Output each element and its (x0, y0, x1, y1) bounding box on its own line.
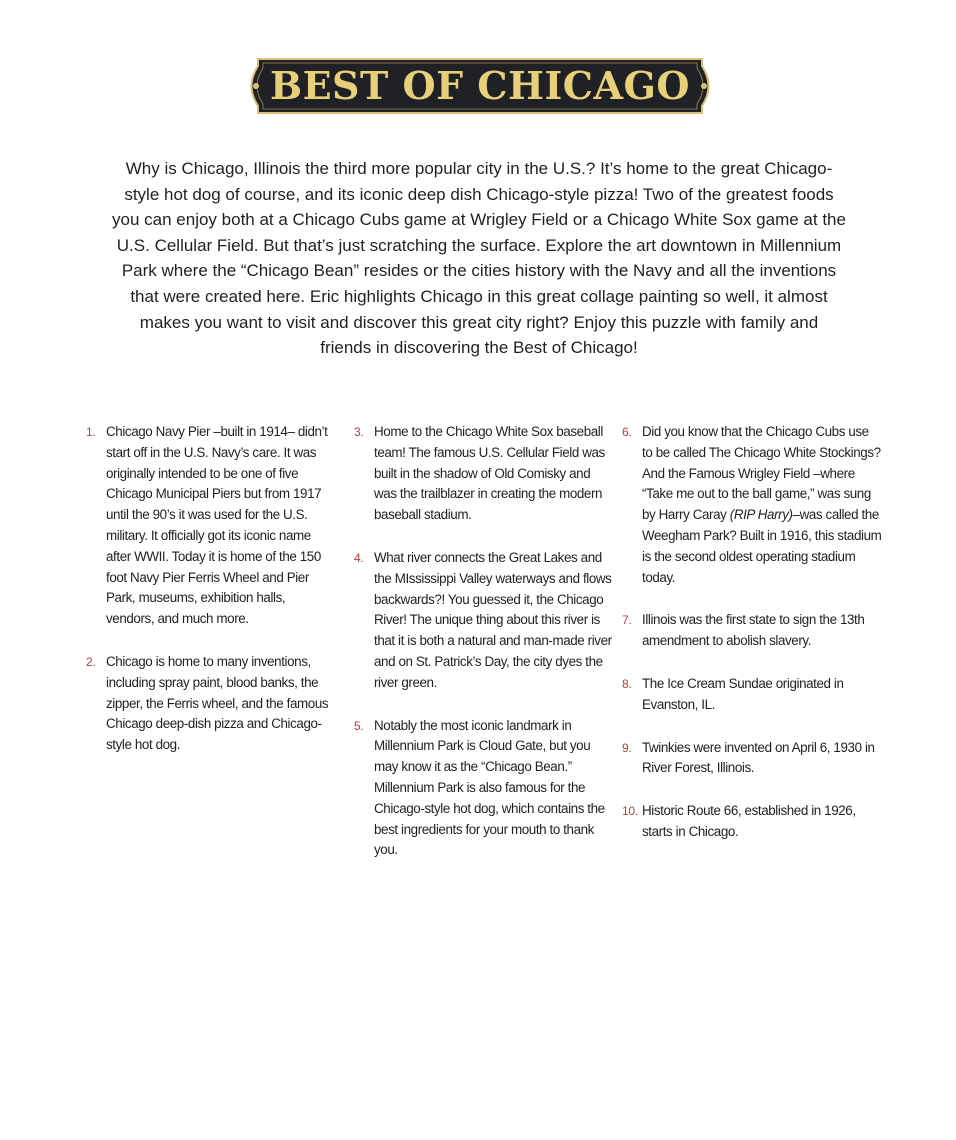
fact-text-part: Did you know that the Chicago Cubs use to be called The Chicago White Stockings? And the Famous Wrigley Field –where “Take me out to the ball game,” was sung by Harry Caray (642, 424, 881, 523)
fact-number: 2. (86, 654, 96, 669)
facts-column-2 (354, 422, 612, 883)
fact-text-part: –was called the Weegham Park? Built in 1916, this stadium is the second oldest operating stadium today. (642, 507, 882, 585)
fact-text: What river connects the Great Lakes and the MIssissippi Valley waterways and flows backwards?! You guessed it, the Chicago River! The unique thing about this river is that it is both a natural and man-made river and on St. Patrick’s Day, the city dyes the river green. (374, 549, 612, 690)
fact-text (642, 422, 882, 588)
fact-text: Notably the most iconic landmark in Millennium Park is Cloud Gate, but you may know it as the “Chicago Bean.” Millennium Park is also famous for the Chicago-style hot dog, which contains the best ingredients for your mouth to thank you. (374, 717, 605, 858)
fact-text: Twinkies were invented on April 6, 1930 in River Forest, Illinois. (642, 739, 875, 776)
fact-number: 6. (622, 425, 632, 439)
facts-column-3 (622, 422, 882, 865)
fact-text: Home to the Chicago White Sox baseball team! The famous U.S. Cellular Field was built in the shadow of Old Comisky and was the trailblazer in creating the modern baseball stadium. (374, 424, 605, 523)
fact-item-10 (622, 801, 882, 843)
fact-text: Historic Route 66, established in 1926, starts in Chicago. (642, 803, 856, 839)
fact-item-7 (622, 610, 882, 652)
fact-item-8 (622, 674, 882, 716)
fact-number: 3. (354, 425, 364, 439)
fact-text-italic: (RIP Harry) (729, 507, 793, 523)
fact-text: Chicago is home to many inventions, including spray paint, blood banks, the zipper, the Ferris wheel, and the famous Chicago deep-dish pizza and Chicago-style hot dog. (106, 653, 329, 753)
fact-item-4 (354, 548, 612, 694)
fact-item-1 (86, 422, 332, 630)
fact-item-6 (622, 422, 882, 588)
fact-text: The Ice Cream Sundae originated in Evanston, IL. (642, 675, 844, 712)
intro-paragraph: Why is Chicago, Illinois the third more popular city in the U.S.? It’s home to the great Chicago-style hot dog of course, and its iconic deep dish Chicago-style pizza! Two of the greatest foods you can enjoy both at a Chicago Cubs game at Wrigley Field or a Chicago White Sox game at the U.S. Cellular Field. But that’s just scratching the surface. Explore the art downtown in Millennium Park where the “Chicago Bean” resides or the cities history with the Navy and all the inventions that were created here. Eric highlights Chicago in this great collage painting so well, it almost makes you want to visit and discover this great city right? Enjoy this puzzle with family and friends in discovering the Best of Chicago! (112, 159, 846, 358)
fact-text: Illinois was the first state to sign the 13th amendment to abolish slavery. (642, 612, 865, 649)
fact-item-5 (354, 716, 612, 862)
fact-item-3 (354, 422, 612, 526)
fact-number: 1. (86, 425, 96, 439)
fact-text: Chicago Navy Pier –built in 1914– didn’t start off in the U.S. Navy’s care. It was originally intended to be one of five Chicago Municipal Piers but from 1917 until the 90’s it was used for the U.S. military. It officially got its iconic name after WWII. Today it is home of the 150 foot Navy Pier Ferris Wheel and Pier Park, museums, exhibition halls, vendors, and much more. (106, 424, 328, 627)
fact-item-9 (622, 738, 882, 780)
fact-item-2 (86, 652, 332, 756)
facts-column-1 (86, 422, 332, 778)
fact-number: 10. (622, 804, 638, 819)
page-title: BEST OF CHICAGO (269, 63, 691, 108)
fact-number: 9. (622, 740, 632, 755)
fact-number: 4. (354, 550, 364, 565)
fact-number: 7. (622, 613, 632, 628)
title-banner (244, 58, 716, 114)
fact-number: 5. (354, 718, 364, 733)
fact-number: 8. (622, 676, 632, 691)
